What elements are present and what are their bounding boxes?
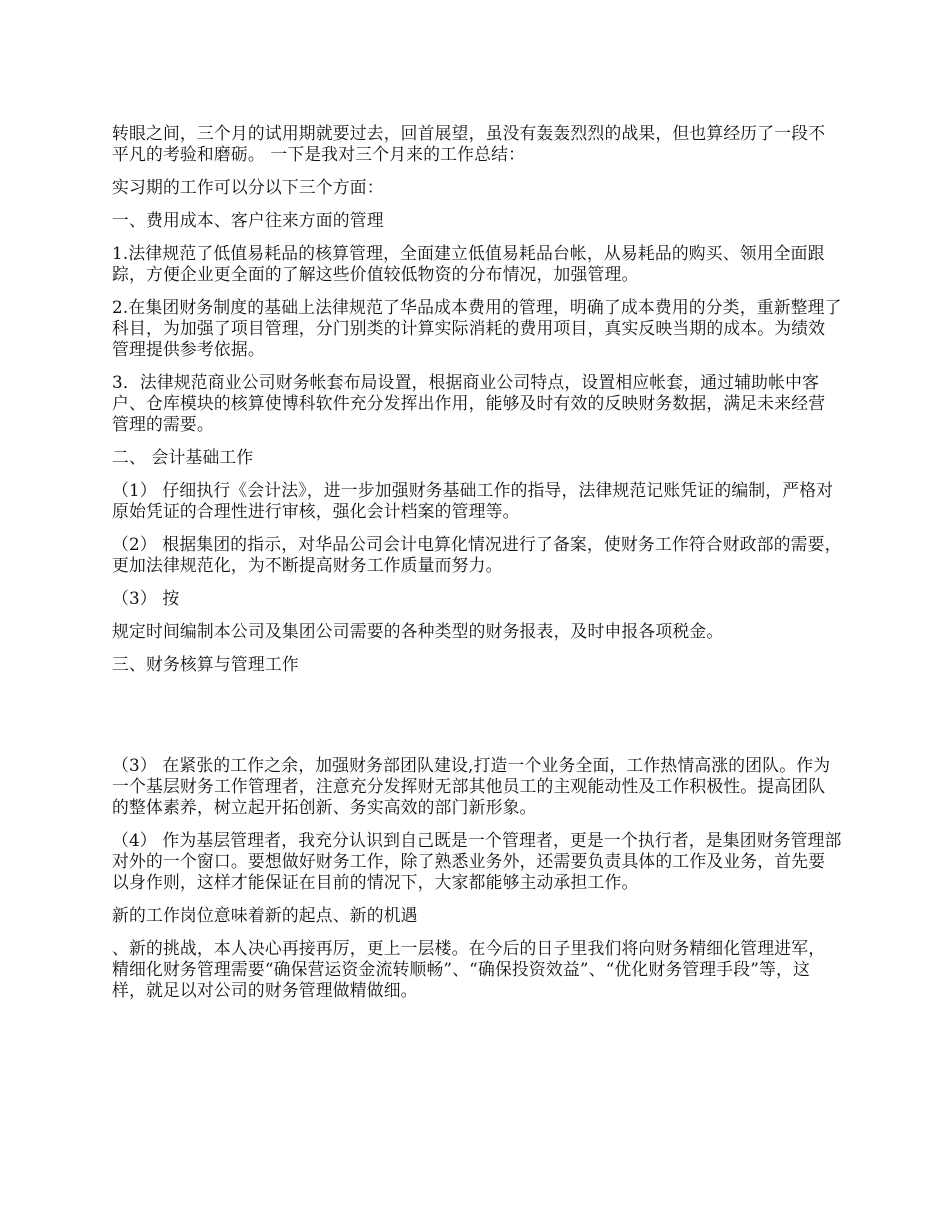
document-body <box>112 123 842 1013</box>
section-1-item-1: 1.法律规范了低值易耗品的核算管理，全面建立低值易耗品台帐，从易耗品的购买、领用全面跟踪，方便企业更全面的了解这些价值较低物资的分布情况，加强管理。 <box>112 243 825 284</box>
section-2-item-3: （3） 按 <box>112 588 180 608</box>
section-heading-3: 三、财务核算与管理工作 <box>112 654 299 674</box>
overview-paragraph: 实习期的工作可以分以下三个方面： <box>112 177 384 197</box>
section-heading-1: 一、费用成本、客户往来方面的管理 <box>112 210 384 230</box>
section-2-item-3-continued: 规定时间编制本公司及集团公司需要的各种类型的财务报表，及时申报各项税金。 <box>112 621 724 641</box>
blank-gap <box>112 687 842 755</box>
closing-paragraph: 、新的挑战，本人决心再接再厉，更上一层楼。在今后的日子里我们将向财务精细化管理进军，精细化财务管理需要“确保营运资金流转顺畅”、“确保投资效益”、“优化财务管理手段”等，这样，就足以对公司的财务管理做精做细。 <box>112 938 826 1000</box>
section-2-item-1: （1） 仔细执行《会计法》，进一步加强财务基础工作的指导，法律规范记账凭证的编制，严格对原始凭证的合理性进行审核，强化会计档案的管理等。 <box>112 480 834 521</box>
section-1-item-2: 2.在集团财务制度的基础上法律规范了华品成本费用的管理，明确了成本费用的分类，重新整理了科目，为加强了项目管理，分门别类的计算实际消耗的费用项目，真实反映当期的成本。为绩效管理提供参考依据。 <box>112 297 842 359</box>
section-3-item-3: （3） 在紧张的工作之余，加强财务部团队建设,打造一个业务全面，工作热情高涨的团队。作为一个基层财务工作管理者，注意充分发挥财无部其他员工的主观能动性及工作积极性。提高团队的整体素养，树立起开拓创新、务实高效的部门新形象。 <box>112 755 831 817</box>
section-2-item-2: （2） 根据集团的指示，对华品公司会计电算化情况进行了备案，使财务工作符合财政部的需要，更加法律规范化，为不断提高财务工作质量而努力。 <box>112 534 842 575</box>
new-position-paragraph: 新的工作岗位意味着新的起点、新的机遇 <box>112 905 418 925</box>
intro-paragraph: 转眼之间，三个月的试用期就要过去，回首展望，虽没有轰轰烈烈的战果，但也算经历了一段不平凡的考验和磨砺。 一下是我对三个月来的工作总结： <box>112 123 826 164</box>
section-3-item-4: （4） 作为基层管理者，我充分认识到自己既是一个管理者，更是一个执行者，是集团财务管理部对外的一个窗口。要想做好财务工作，除了熟悉业务外，还需要负责具体的工作及业务，首先要以身作则，这样才能保证在目前的情况下，大家都能够主动承担工作。 <box>112 830 842 892</box>
section-heading-2: 二、 会计基础工作 <box>112 447 254 467</box>
section-1-item-3: 3．法律规范商业公司财务帐套布局设置，根据商业公司特点，设置相应帐套，通过辅助帐中客户、仓库模块的核算使博科软件充分发挥出作用，能够及时有效的反映财务数据，满足未来经营管理的需要。 <box>112 372 826 434</box>
